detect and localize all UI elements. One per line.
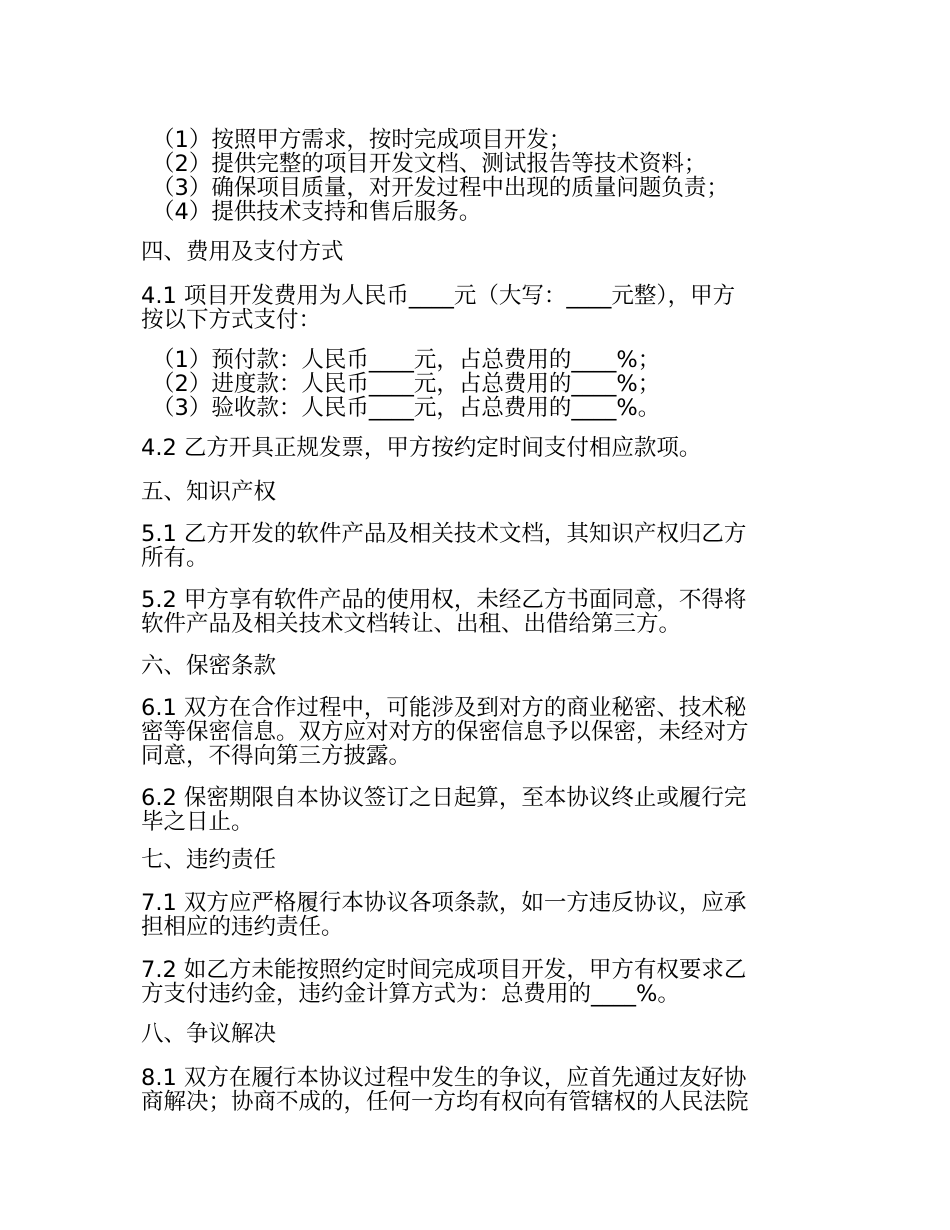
paragraph-line: 软件产品及相关技术文档转让、出租、出借给第三方。 [141,611,682,637]
paragraph-line: 5.2 甲方享有软件产品的使用权，未经乙方书面同意，不得将 [141,587,747,613]
paragraph-line: 毕之日止。 [141,809,254,835]
paragraph-line: 8.1 双方在履行本协议过程中发生的争议，应首先通过友好协 [141,1065,747,1091]
paragraph-line: 7.2 如乙方未能按照约定时间完成项目开发，甲方有权要求乙 [141,957,747,983]
section-heading: 七、违约责任 [141,847,277,873]
paragraph-line: 6.2 保密期限自本协议签订之日起算，至本协议终止或履行完 [141,785,747,811]
list-item: （3）验收款：人民币____元，占总费用的____%。 [152,395,661,421]
paragraph-line: 同意，不得向第三方披露。 [141,743,412,769]
section-heading: 八、争议解决 [141,1021,277,1047]
list-item: （3）确保项目质量，对开发过程中出现的质量问题负责； [152,175,729,201]
list-item: （1）预付款：人民币____元，占总费用的____%； [152,347,661,373]
section-heading: 四、费用及支付方式 [141,239,344,265]
paragraph-line: 密等保密信息。双方应对对方的保密信息予以保密，未经对方 [141,719,749,745]
paragraph-line: 6.1 双方在合作过程中，可能涉及到对方的商业秘密、技术秘 [141,695,747,721]
paragraph-line: 4.2 乙方开具正规发票，甲方按约定时间支付相应款项。 [141,435,702,461]
paragraph-line: 4.1 项目开发费用为人民币____元（大写：____元整），甲方 [141,283,736,309]
list-item: （2）进度款：人民币____元，占总费用的____%； [152,371,661,397]
paragraph-line: 担相应的违约责任。 [141,914,344,940]
list-item: （4）提供技术支持和售后服务。 [152,199,482,225]
paragraph-line: 5.1 乙方开发的软件产品及相关技术文档，其知识产权归乙方 [141,521,747,547]
list-item: （1）按照甲方需求，按时完成项目开发； [152,127,572,153]
paragraph-line: 所有。 [141,545,209,571]
paragraph-line: 7.1 双方应严格履行本协议各项条款，如一方违反协议，应承 [141,890,747,916]
paragraph-line: 按以下方式支付： [141,307,322,333]
section-heading: 六、保密条款 [141,653,277,679]
paragraph-line: 商解决；协商不成的，任何一方均有权向有管辖权的人民法院 [141,1089,749,1115]
section-heading: 五、知识产权 [141,479,277,505]
paragraph-line: 方支付违约金，违约金计算方式为：总费用的____%。 [141,981,680,1007]
list-item: （2）提供完整的项目开发文档、测试报告等技术资料； [152,151,707,177]
